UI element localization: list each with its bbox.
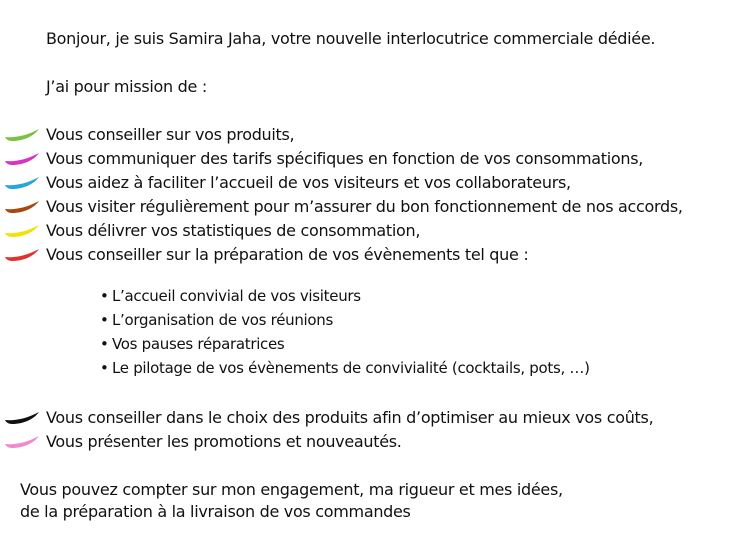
sub-list-item bbox=[100, 334, 284, 354]
mission-text: Vous délivrer vos statistiques de consommation, bbox=[46, 221, 421, 240]
mission-text: Vous conseiller sur la préparation de vos évènements tel que : bbox=[46, 245, 529, 264]
swoosh-bullet-icon bbox=[4, 175, 40, 191]
mission-text: Vous visiter régulièrement pour m’assurer du bon fonctionnement de nos accords, bbox=[46, 197, 683, 216]
bullet-dot: • bbox=[100, 359, 109, 377]
mission-text: Vous conseiller dans le choix des produits afin d’optimiser au mieux vos coûts, bbox=[46, 408, 654, 427]
swoosh-bullet-icon bbox=[4, 410, 40, 426]
mission-text: Vous conseiller sur vos produits, bbox=[46, 125, 295, 144]
sub-list-item bbox=[100, 310, 333, 330]
sub-item-text: L’accueil convivial de vos visiteurs bbox=[112, 287, 361, 305]
swoosh-bullet-icon bbox=[4, 223, 40, 239]
bullet-dot: • bbox=[100, 335, 109, 353]
swoosh-bullet-icon bbox=[4, 199, 40, 215]
sub-item-text: Le pilotage de vos évènements de convivialité (cocktails, pots, …) bbox=[112, 359, 590, 377]
sub-item-text: Vos pauses réparatrices bbox=[112, 335, 285, 353]
sub-list-item bbox=[100, 358, 590, 378]
bullet-dot: • bbox=[100, 311, 109, 329]
swoosh-bullet-icon bbox=[4, 127, 40, 143]
mission-text: Vous présenter les promotions et nouveautés. bbox=[46, 432, 402, 451]
swoosh-bullet-icon bbox=[4, 434, 40, 450]
sub-item-text: L’organisation de vos réunions bbox=[112, 311, 334, 329]
closing-line: de la préparation à la livraison de vos commandes bbox=[20, 502, 411, 521]
sub-list-item bbox=[100, 286, 361, 306]
mission-text: Vous communiquer des tarifs spécifiques en fonction de vos consommations, bbox=[46, 149, 644, 168]
swoosh-bullet-icon bbox=[4, 247, 40, 263]
greeting-text: Bonjour, je suis Samira Jaha, votre nouvelle interlocutrice commerciale dédiée. bbox=[46, 29, 656, 48]
swoosh-bullet-icon bbox=[4, 151, 40, 167]
mission-intro: J’ai pour mission de : bbox=[46, 77, 207, 96]
mission-text: Vous aidez à faciliter l’accueil de vos visiteurs et vos collaborateurs, bbox=[46, 173, 571, 192]
bullet-dot: • bbox=[100, 287, 109, 305]
closing-line: Vous pouvez compter sur mon engagement, ma rigueur et mes idées, bbox=[20, 480, 563, 499]
